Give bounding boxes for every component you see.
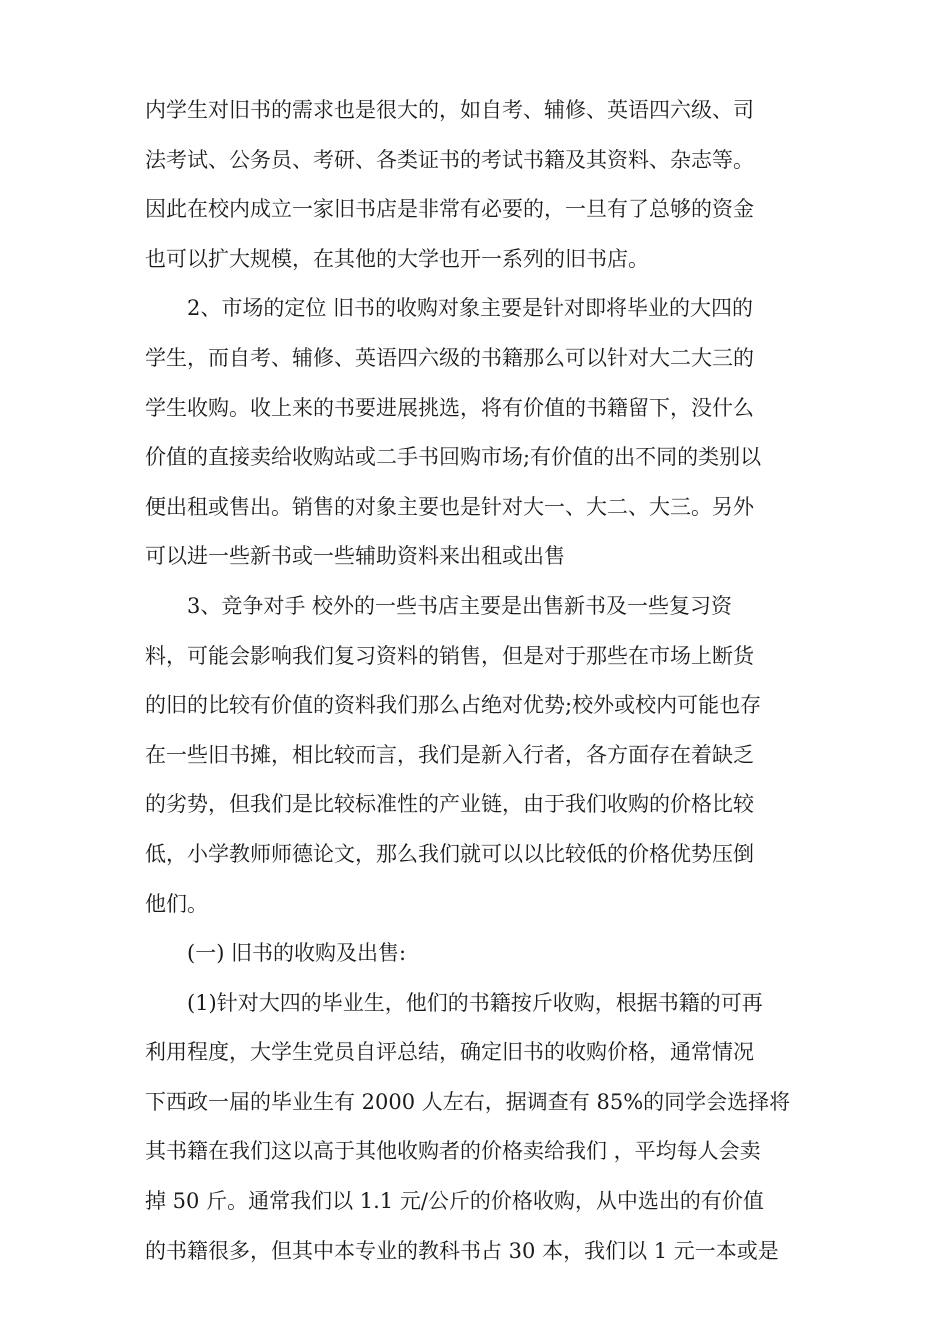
text-line: 其书籍在我们这以高于其他收购者的价格卖给我们 ，平均每人会卖 — [145, 1139, 761, 1164]
text-line: 也可以扩大规模，在其他的大学也开一系列的旧书店。 — [145, 246, 649, 271]
paragraph-start-line: 2、市场的定位 旧书的收购对象主要是针对即将毕业的大四的 — [187, 296, 754, 321]
text-line: 可以进一些新书或一些辅助资料来出租或出售 — [145, 544, 565, 569]
text-line: 价值的直接卖给收购站或二手书回购市场;有价值的出不同的类别以 — [145, 445, 762, 470]
text-line: 内学生对旧书的需求也是很大的，如自考、辅修、英语四六级、司 — [145, 98, 754, 122]
text-line: 的劣势，但我们是比较标准性的产业链，由于我们收购的价格比较 — [145, 792, 754, 817]
text-line: 法考试、公务员、考研、各类证书的考试书籍及其资料、杂志等。 — [145, 147, 754, 172]
body-text — [145, 86, 810, 1276]
text-line: 他们。 — [145, 891, 208, 916]
text-line: 利用程度，大学生党员自评总结，确定旧书的收购价格，通常情况 — [145, 1040, 754, 1065]
paragraph-start-line: (1)针对大四的毕业生，他们的书籍按斤收购，根据书籍的可再 — [187, 990, 763, 1015]
text-line: 在一些旧书摊，相比较而言，我们是新入行者，各方面存在着缺乏 — [145, 742, 754, 767]
text-line: 低，小学教师师德论文，那么我们就可以以比较低的价格优势压倒 — [145, 841, 754, 866]
text-line: 学生收购。收上来的书要进展挑选，将有价值的书籍留下，没什么 — [145, 395, 754, 420]
text-line: 料，可能会影响我们复习资料的销售，但是对于那些在市场上断货 — [145, 643, 754, 668]
paragraph-start-line: 3、竞争对手 校外的一些书店主要是出售新书及一些复习资 — [187, 593, 733, 618]
text-line: 的旧的比较有价值的资料我们那么占绝对优势;校外或校内可能也存 — [145, 693, 762, 718]
text-line: 便出租或售出。销售的对象主要也是针对大一、大二、大三。另外 — [145, 494, 754, 519]
section-heading: (一) 旧书的收购及出售: — [187, 941, 407, 966]
text-line: 的书籍很多，但其中本专业的教科书占 30 本，我们以 1 元一本或是 — [145, 1238, 779, 1263]
text-line: 掉 50 斤。通常我们以 1.1 元/公斤的价格收购，从中选出的有价值 — [145, 1189, 764, 1214]
text-line: 下西政一届的毕业生有 2000 人左右，据调查有 85%的同学会选择将 — [145, 1089, 791, 1114]
text-line: 学生，而自考、辅修、英语四六级的书籍那么可以针对大二大三的 — [145, 345, 754, 370]
text-line: 因此在校内成立一家旧书店是非常有必要的，一旦有了总够的资金 — [145, 197, 754, 222]
